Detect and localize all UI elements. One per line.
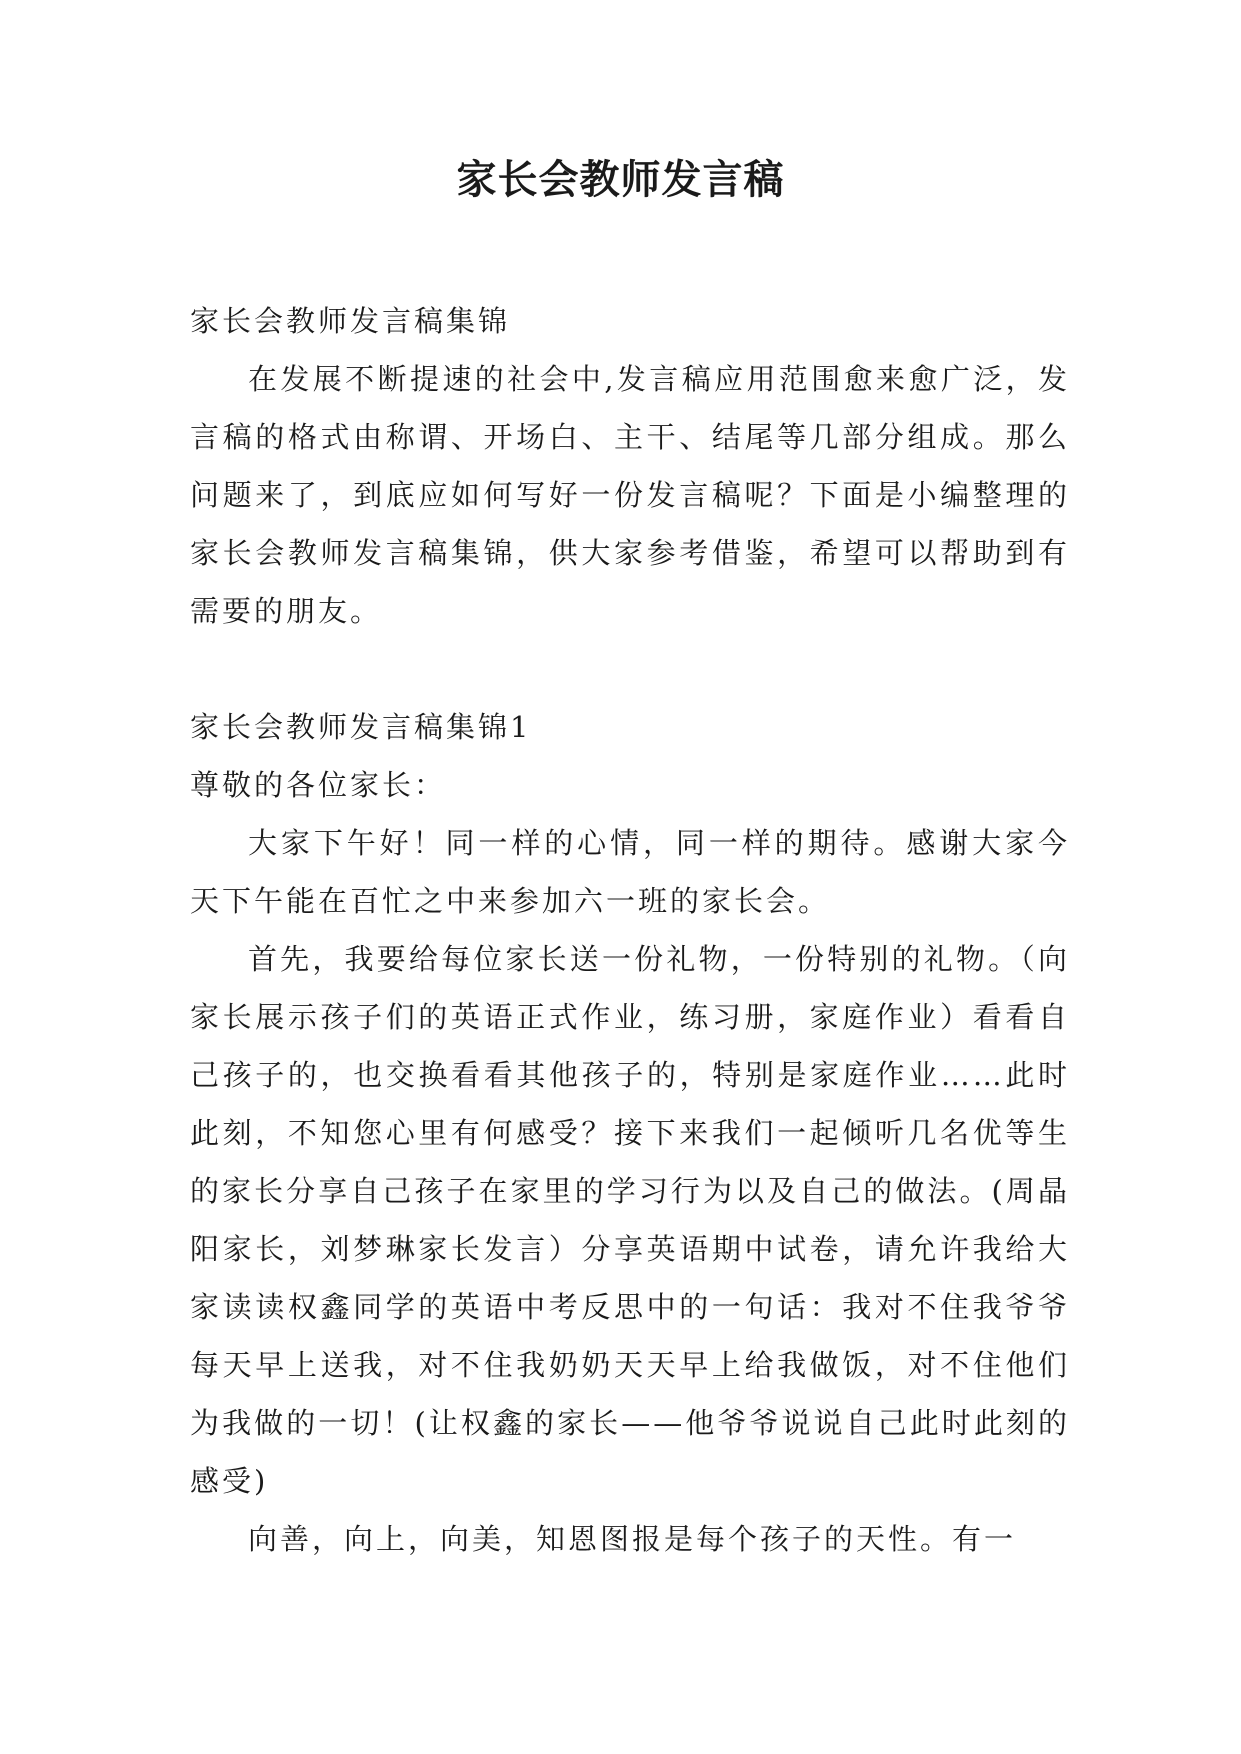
paragraph-spacer [190,640,1070,698]
section-heading: 家长会教师发言稿集锦1 [190,710,532,744]
document-body [190,292,1070,1568]
body-paragraph-1: 大家下午好！同一样的心情，同一样的期待。感谢大家今天下午能在百忙之中来参加六一班的家长会。 [190,826,1070,918]
document-title: 家长会教师发言稿 [456,157,785,203]
body-paragraph-3: 向善，向上，向美，知恩图报是每个孩子的天性。有一 [248,1522,1017,1556]
document-subtitle: 家长会教师发言稿集锦 [190,304,511,338]
intro-paragraph: 在发展不断提速的社会中,发言稿应用范围愈来愈广泛，发言稿的格式由称谓、开场白、主干、结尾等几部分组成。那么问题来了，到底应如何写好一份发言稿呢？下面是小编整理的家长会教师发言稿集锦，供大家参考借鉴，希望可以帮助到有需要的朋友。 [190,362,1070,628]
salutation: 尊敬的各位家长： [190,768,447,802]
body-paragraph-2: 首先，我要给每位家长送一份礼物，一份特别的礼物。（向家长展示孩子们的英语正式作业，练习册，家庭作业）看看自己孩子的，也交换看看其他孩子的，特别是家庭作业……此时此刻，不知您心里有何感受？接下来我们一起倾听几名优等生的家长分享自己孩子在家里的学习行为以及自己的做法。(周晶阳家长，刘梦琳家长发言）分享英语期中试卷，请允许我给大家读读权鑫同学的英语中考反思中的一句话：我对不住我爷爷每天早上送我，对不住我奶奶天天早上给我做饭，对不住他们为我做的一切！(让权鑫的家长——他爷爷说说自己此时此刻的感受) [190,942,1070,1498]
